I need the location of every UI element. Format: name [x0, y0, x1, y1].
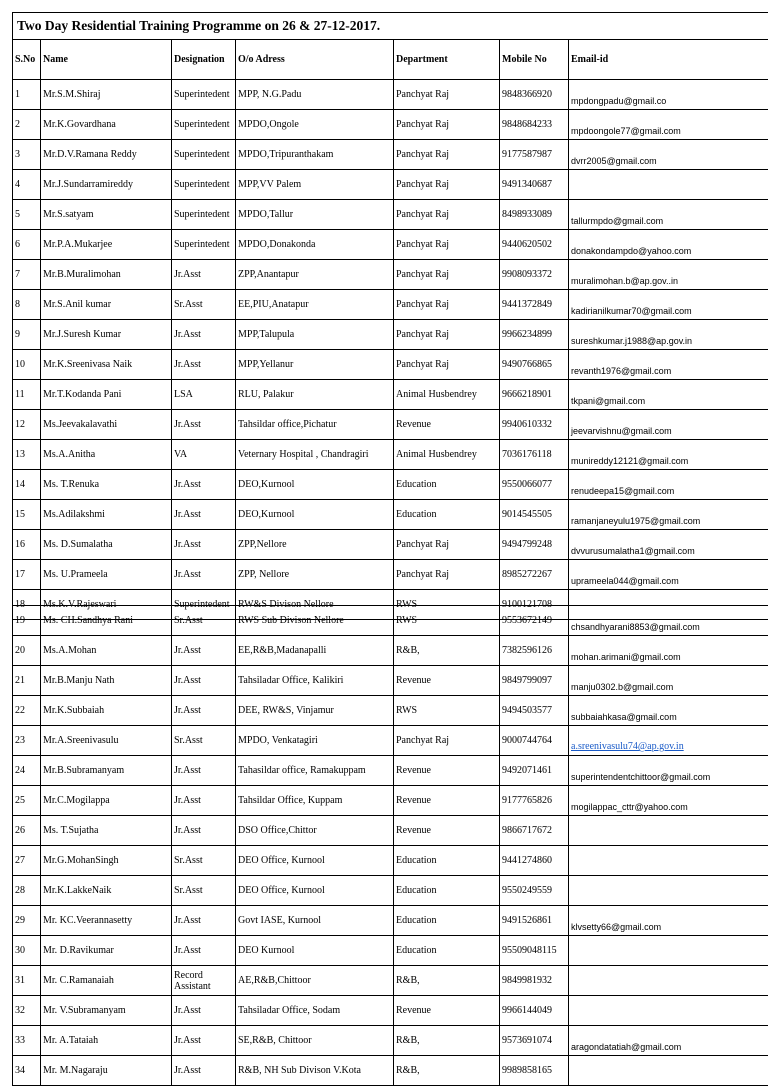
cell-email: mohan.arimani@gmail.com — [569, 636, 768, 666]
cell-mobile: 9940610332 — [500, 410, 569, 440]
cell-name: Mr. V.Subramanyam — [41, 996, 172, 1026]
cell-office-address: EE,PIU,Anatapur — [236, 290, 394, 320]
cell-department: R&B, — [394, 1056, 500, 1086]
table-row — [13, 996, 768, 1026]
cell-mobile: 8985272267 — [500, 560, 569, 590]
table-row — [13, 636, 768, 666]
cell-sno: 33 — [13, 1026, 41, 1056]
header-designation: Designation — [172, 40, 236, 80]
cell-email: superintendentchittoor@gmail.com — [569, 756, 768, 786]
cell-office-address: Tahasildar office, Ramakuppam — [236, 756, 394, 786]
cell-email: mogilappac_cttr@yahoo.com — [569, 786, 768, 816]
cell-email: mpdoongole77@gmail.com — [569, 110, 768, 140]
cell-mobile: 9494799248 — [500, 530, 569, 560]
cell-department: Panchyat Raj — [394, 140, 500, 170]
cell-designation: Sr.Asst — [172, 606, 236, 636]
cell-name: Mr.K.Subbaiah — [41, 696, 172, 726]
cell-office-address: AE,R&B,Chittoor — [236, 966, 394, 996]
cell-name: Mr.B.Muralimohan — [41, 260, 172, 290]
cell-mobile: 95509048115 — [500, 936, 569, 966]
cell-office-address: MPP,Talupula — [236, 320, 394, 350]
cell-department: Panchyat Raj — [394, 200, 500, 230]
table-row — [13, 1056, 768, 1086]
header-name: Name — [41, 40, 172, 80]
table-row — [13, 906, 768, 936]
table-row — [13, 410, 768, 440]
cell-name: Mr.A.Sreenivasulu — [41, 726, 172, 756]
table-row — [13, 846, 768, 876]
cell-department: Education — [394, 500, 500, 530]
cell-email: tkpani@gmail.com — [569, 380, 768, 410]
cell-mobile: 9866717672 — [500, 816, 569, 846]
cell-office-address: Tahsildar office,Pichatur — [236, 410, 394, 440]
cell-department: Revenue — [394, 996, 500, 1026]
cell-sno: 3 — [13, 140, 41, 170]
table-row — [13, 786, 768, 816]
cell-sno: 34 — [13, 1056, 41, 1086]
header-sno: S.No — [13, 40, 41, 80]
cell-mobile: 9848684233 — [500, 110, 569, 140]
cell-office-address: MPDO, Venkatagiri — [236, 726, 394, 756]
cell-sno: 23 — [13, 726, 41, 756]
table-row — [13, 470, 768, 500]
cell-sno: 14 — [13, 470, 41, 500]
cell-name: Mr.K.Sreenivasa Naik — [41, 350, 172, 380]
cell-office-address: ZPP,Anantapur — [236, 260, 394, 290]
cell-name: Ms. CH.Sandhya Rani — [41, 606, 172, 636]
cell-designation: VA — [172, 440, 236, 470]
table-row — [13, 200, 768, 230]
cell-name: Mr. D.Ravikumar — [41, 936, 172, 966]
participants-table-part1 — [12, 12, 768, 620]
cell-designation: Sr.Asst — [172, 846, 236, 876]
cell-designation: Superintedent — [172, 230, 236, 260]
cell-email: renudeepa15@gmail.com — [569, 470, 768, 500]
cell-department: Panchyat Raj — [394, 170, 500, 200]
cell-designation: Superintedent — [172, 170, 236, 200]
cell-name: Mr. M.Nagaraju — [41, 1056, 172, 1086]
cell-email: subbaiahkasa@gmail.com — [569, 696, 768, 726]
cell-name: Ms. D.Sumalatha — [41, 530, 172, 560]
cell-department: R&B, — [394, 966, 500, 996]
cell-department: Education — [394, 846, 500, 876]
cell-department: Education — [394, 876, 500, 906]
cell-email — [569, 966, 768, 996]
cell-office-address: MPP, N.G.Padu — [236, 80, 394, 110]
cell-office-address: DEO Kurnool — [236, 936, 394, 966]
cell-name: Ms. T.Sujatha — [41, 816, 172, 846]
cell-designation: Jr.Asst — [172, 530, 236, 560]
cell-designation: Jr.Asst — [172, 996, 236, 1026]
cell-designation: Jr.Asst — [172, 410, 236, 440]
cell-designation: Jr.Asst — [172, 560, 236, 590]
cell-designation: Record Assistant — [172, 966, 236, 996]
participants-table-part2 — [12, 605, 768, 1086]
cell-name: Ms.Adilakshmi — [41, 500, 172, 530]
cell-sno: 30 — [13, 936, 41, 966]
cell-department: RWS — [394, 606, 500, 636]
cell-department: Panchyat Raj — [394, 230, 500, 260]
table-row — [13, 230, 768, 260]
cell-sno: 16 — [13, 530, 41, 560]
cell-email: manju0302.b@gmail.com — [569, 666, 768, 696]
cell-email — [569, 876, 768, 906]
cell-email: uprameela044@gmail.com — [569, 560, 768, 590]
cell-department: Education — [394, 470, 500, 500]
email-link[interactable]: a.sreenivasulu74@ap.gov.in — [571, 741, 684, 752]
cell-sno: 11 — [13, 380, 41, 410]
table-row — [13, 726, 768, 756]
cell-department: Revenue — [394, 666, 500, 696]
cell-mobile: 9441372849 — [500, 290, 569, 320]
table-row — [13, 170, 768, 200]
table-row — [13, 350, 768, 380]
cell-sno: 32 — [13, 996, 41, 1026]
table-row — [13, 756, 768, 786]
cell-email: revanth1976@gmail.com — [569, 350, 768, 380]
cell-office-address: DEO Office, Kurnool — [236, 846, 394, 876]
cell-designation: Jr.Asst — [172, 816, 236, 846]
cell-office-address: MPDO,Ongole — [236, 110, 394, 140]
cell-sno: 18 — [13, 590, 41, 620]
cell-mobile: 9989858165 — [500, 1056, 569, 1086]
cell-mobile: 9491526861 — [500, 906, 569, 936]
cell-mobile: 9441274860 — [500, 846, 569, 876]
cell-sno: 17 — [13, 560, 41, 590]
cell-department: RWS — [394, 696, 500, 726]
cell-mobile: 9908093372 — [500, 260, 569, 290]
table-row — [13, 560, 768, 590]
cell-designation: Jr.Asst — [172, 470, 236, 500]
cell-sno: 25 — [13, 786, 41, 816]
cell-office-address: Govt IASE, Kurnool — [236, 906, 394, 936]
cell-mobile: 9553672149 — [500, 606, 569, 636]
cell-name: Mr.K.Govardhana — [41, 110, 172, 140]
cell-mobile: 9666218901 — [500, 380, 569, 410]
cell-designation: Sr.Asst — [172, 290, 236, 320]
cell-mobile: 9966234899 — [500, 320, 569, 350]
header-email: Email-id — [569, 40, 768, 80]
cell-sno: 31 — [13, 966, 41, 996]
cell-sno: 19 — [13, 606, 41, 636]
table-row — [13, 816, 768, 846]
cell-email: klvsetty66@gmail.com — [569, 906, 768, 936]
cell-designation: Jr.Asst — [172, 666, 236, 696]
cell-mobile: 9014545505 — [500, 500, 569, 530]
cell-email: dvrr2005@gmail.com — [569, 140, 768, 170]
cell-sno: 6 — [13, 230, 41, 260]
cell-office-address: DEO Office, Kurnool — [236, 876, 394, 906]
cell-designation: Superintedent — [172, 80, 236, 110]
header-department: Department — [394, 40, 500, 80]
header-mobile: Mobile No — [500, 40, 569, 80]
cell-email: mpdongpadu@gmail.co — [569, 80, 768, 110]
cell-mobile: 9849799097 — [500, 666, 569, 696]
cell-sno: 5 — [13, 200, 41, 230]
cell-office-address: ZPP, Nellore — [236, 560, 394, 590]
cell-email: chsandhyarani8853@gmail.com — [569, 606, 768, 636]
cell-sno: 22 — [13, 696, 41, 726]
cell-email — [569, 170, 768, 200]
cell-email — [569, 726, 768, 756]
cell-email: aragondatatiah@gmail.com — [569, 1026, 768, 1056]
cell-department: Panchyat Raj — [394, 80, 500, 110]
table-row — [13, 110, 768, 140]
cell-name: Mr.D.V.Ramana Reddy — [41, 140, 172, 170]
cell-department: Panchyat Raj — [394, 110, 500, 140]
cell-mobile: 9440620502 — [500, 230, 569, 260]
cell-name: Mr.P.A.Mukarjee — [41, 230, 172, 260]
cell-department: Education — [394, 936, 500, 966]
cell-office-address: RWS Sub Divison Nellore — [236, 606, 394, 636]
cell-designation: Jr.Asst — [172, 500, 236, 530]
cell-office-address: EE,R&B,Madanapalli — [236, 636, 394, 666]
cell-sno: 24 — [13, 756, 41, 786]
cell-mobile: 7036176118 — [500, 440, 569, 470]
cell-designation: Jr.Asst — [172, 786, 236, 816]
cell-name: Mr.G.MohanSingh — [41, 846, 172, 876]
cell-office-address: Veternary Hospital , Chandragiri — [236, 440, 394, 470]
cell-email — [569, 936, 768, 966]
cell-department: Animal Husbendrey — [394, 380, 500, 410]
cell-email: munireddy12121@gmail.com — [569, 440, 768, 470]
table-row — [13, 440, 768, 470]
cell-department: Panchyat Raj — [394, 726, 500, 756]
cell-name: Mr.B.Subramanyam — [41, 756, 172, 786]
cell-email: ramanjaneyulu1975@gmail.com — [569, 500, 768, 530]
cell-department: Panchyat Raj — [394, 350, 500, 380]
table-row — [13, 666, 768, 696]
cell-mobile: 8498933089 — [500, 200, 569, 230]
cell-department: Revenue — [394, 410, 500, 440]
table-row — [13, 1026, 768, 1056]
cell-designation: Jr.Asst — [172, 696, 236, 726]
table-row — [13, 876, 768, 906]
cell-mobile: 9491340687 — [500, 170, 569, 200]
cell-mobile: 9490766865 — [500, 350, 569, 380]
cell-sno: 29 — [13, 906, 41, 936]
cell-name: Mr.J.Sundarramireddy — [41, 170, 172, 200]
cell-mobile: 9849981932 — [500, 966, 569, 996]
cell-office-address: Tahsiladar Office, Sodam — [236, 996, 394, 1026]
cell-name: Ms.A.Anitha — [41, 440, 172, 470]
cell-sno: 7 — [13, 260, 41, 290]
cell-name: Mr. KC.Veerannasetty — [41, 906, 172, 936]
cell-name: Mr.B.Manju Nath — [41, 666, 172, 696]
cell-mobile: 9966144049 — [500, 996, 569, 1026]
cell-email — [569, 1056, 768, 1086]
cell-email: tallurmpdo@gmail.com — [569, 200, 768, 230]
cell-mobile: 9494503577 — [500, 696, 569, 726]
cell-office-address: DEO,Kurnool — [236, 470, 394, 500]
cell-office-address: MPDO,Donakonda — [236, 230, 394, 260]
cell-sno: 8 — [13, 290, 41, 320]
table-row — [13, 80, 768, 110]
cell-department: Panchyat Raj — [394, 320, 500, 350]
cell-designation: Superintedent — [172, 110, 236, 140]
cell-mobile: 7382596126 — [500, 636, 569, 666]
cell-email — [569, 846, 768, 876]
table-row — [13, 936, 768, 966]
cell-mobile: 9000744764 — [500, 726, 569, 756]
cell-name: Ms.K.V.Rajeswari — [41, 590, 172, 620]
table-row — [13, 290, 768, 320]
cell-email: jeevarvishnu@gmail.com — [569, 410, 768, 440]
cell-designation: Superintedent — [172, 590, 236, 620]
cell-sno: 1 — [13, 80, 41, 110]
cell-department: R&B, — [394, 636, 500, 666]
cell-sno: 9 — [13, 320, 41, 350]
cell-department: Panchyat Raj — [394, 290, 500, 320]
table-row — [13, 500, 768, 530]
cell-name: Mr. C.Ramanaiah — [41, 966, 172, 996]
cell-email: kadirianilkumar70@gmail.com — [569, 290, 768, 320]
cell-email: donakondampdo@yahoo.com — [569, 230, 768, 260]
cell-office-address: R&B, NH Sub Divison V.Kota — [236, 1056, 394, 1086]
cell-department: Panchyat Raj — [394, 530, 500, 560]
cell-sno: 21 — [13, 666, 41, 696]
cell-sno: 27 — [13, 846, 41, 876]
header-office-address: O/o Adress — [236, 40, 394, 80]
cell-department: Education — [394, 906, 500, 936]
cell-department: RWS — [394, 590, 500, 620]
cell-designation: Jr.Asst — [172, 1056, 236, 1086]
cell-sno: 10 — [13, 350, 41, 380]
cell-office-address: Tahsildar Office, Kuppam — [236, 786, 394, 816]
cell-designation: Jr.Asst — [172, 906, 236, 936]
cell-sno: 2 — [13, 110, 41, 140]
table-row — [13, 320, 768, 350]
cell-mobile: 9848366920 — [500, 80, 569, 110]
cell-designation: Superintedent — [172, 200, 236, 230]
cell-office-address: DSO Office,Chittor — [236, 816, 394, 846]
cell-designation: Jr.Asst — [172, 756, 236, 786]
cell-name: Mr.S.M.Shiraj — [41, 80, 172, 110]
cell-sno: 20 — [13, 636, 41, 666]
cell-name: Ms.Jeevakalavathi — [41, 410, 172, 440]
cell-name: Mr.J.Suresh Kumar — [41, 320, 172, 350]
cell-office-address: MPP,VV Palem — [236, 170, 394, 200]
cell-mobile: 9492071461 — [500, 756, 569, 786]
cell-designation: LSA — [172, 380, 236, 410]
cell-designation: Jr.Asst — [172, 260, 236, 290]
cell-sno: 26 — [13, 816, 41, 846]
table-row — [13, 140, 768, 170]
cell-mobile: 9177765826 — [500, 786, 569, 816]
cell-email — [569, 816, 768, 846]
cell-designation: Jr.Asst — [172, 320, 236, 350]
cell-mobile: 9550066077 — [500, 470, 569, 500]
cell-office-address: DEO,Kurnool — [236, 500, 394, 530]
cell-office-address: MPDO,Tripuranthakam — [236, 140, 394, 170]
cell-designation: Jr.Asst — [172, 350, 236, 380]
cell-sno: 12 — [13, 410, 41, 440]
cell-name: Mr.C.Mogilappa — [41, 786, 172, 816]
cell-sno: 13 — [13, 440, 41, 470]
cell-email: sureshkumar.j1988@ap.gov.in — [569, 320, 768, 350]
table-row — [13, 530, 768, 560]
cell-name: Mr.K.LakkeNaik — [41, 876, 172, 906]
cell-department: Panchyat Raj — [394, 260, 500, 290]
cell-sno: 4 — [13, 170, 41, 200]
cell-sno: 28 — [13, 876, 41, 906]
cell-designation: Sr.Asst — [172, 876, 236, 906]
cell-mobile: 9550249559 — [500, 876, 569, 906]
cell-name: Ms. U.Prameela — [41, 560, 172, 590]
cell-department: R&B, — [394, 1026, 500, 1056]
cell-office-address: ZPP,Nellore — [236, 530, 394, 560]
cell-name: Mr.S.satyam — [41, 200, 172, 230]
cell-department: Panchyat Raj — [394, 560, 500, 590]
cell-designation: Jr.Asst — [172, 636, 236, 666]
document-title: Two Day Residential Training Programme on 26 & 27-12-2017. — [13, 13, 768, 40]
cell-designation: Superintedent — [172, 140, 236, 170]
cell-department: Revenue — [394, 786, 500, 816]
cell-department: Revenue — [394, 816, 500, 846]
cell-email: dvvurusumalatha1@gmail.com — [569, 530, 768, 560]
table-row — [13, 696, 768, 726]
cell-office-address: MPDO,Tallur — [236, 200, 394, 230]
cell-sno: 15 — [13, 500, 41, 530]
cell-department: Revenue — [394, 756, 500, 786]
cell-office-address: MPP,Yellanur — [236, 350, 394, 380]
cell-designation: Sr.Asst — [172, 726, 236, 756]
cell-name: Mr. A.Tataiah — [41, 1026, 172, 1056]
cell-department: Animal Husbendrey — [394, 440, 500, 470]
table-row — [13, 606, 768, 636]
cell-office-address: Tahsiladar Office, Kalikiri — [236, 666, 394, 696]
table-row — [13, 380, 768, 410]
table-row — [13, 966, 768, 996]
cell-name: Mr.S.Anil kumar — [41, 290, 172, 320]
cell-designation: Jr.Asst — [172, 936, 236, 966]
cell-name: Mr.T.Kodanda Pani — [41, 380, 172, 410]
cell-office-address: RW&S Divison Nellore — [236, 590, 394, 620]
cell-name: Ms.A.Mohan — [41, 636, 172, 666]
cell-office-address: RLU, Palakur — [236, 380, 394, 410]
table-row — [13, 260, 768, 290]
cell-mobile: 9573691074 — [500, 1026, 569, 1056]
cell-office-address: DEE, RW&S, Vinjamur — [236, 696, 394, 726]
cell-designation: Jr.Asst — [172, 1026, 236, 1056]
cell-mobile: 9177587987 — [500, 140, 569, 170]
cell-mobile: 9100121708 — [500, 590, 569, 620]
cell-office-address: SE,R&B, Chittoor — [236, 1026, 394, 1056]
table-header-row — [13, 40, 768, 80]
cell-email — [569, 996, 768, 1026]
cell-email: muralimohan.b@ap.gov..in — [569, 260, 768, 290]
cell-name: Ms. T.Renuka — [41, 470, 172, 500]
